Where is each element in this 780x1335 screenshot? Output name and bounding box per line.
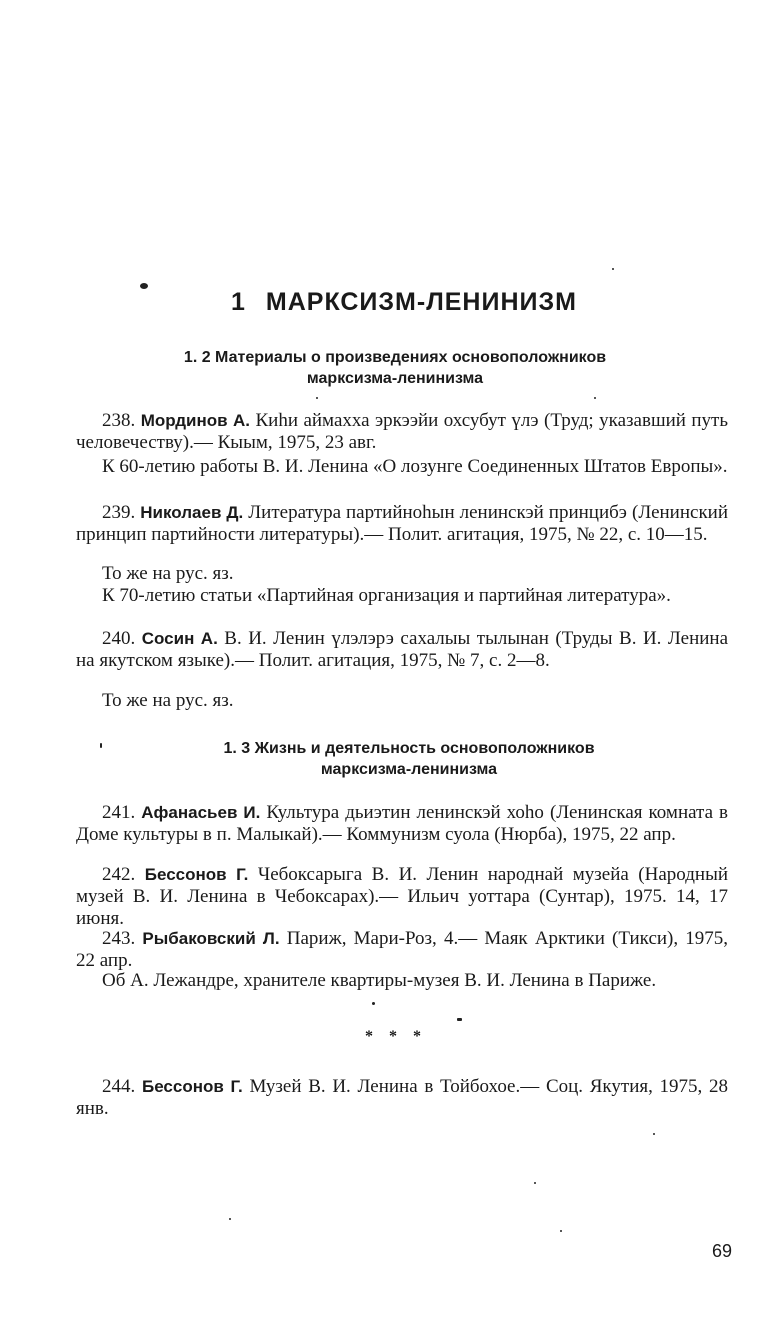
section-heading-line1: 1. 3 Жизнь и деятельность основоположников	[223, 740, 595, 757]
bibliography-entry-239	[76, 502, 728, 546]
chapter-title-text: МАРКСИЗМ-ЛЕНИНИЗМ	[265, 288, 577, 316]
page-number: 69	[711, 1241, 732, 1261]
entry-text: В. И. Ленин үлэлэрэ сахалыы тылынан (Труды В. И. Ленина на якутском языке).— Полит. агитация, 1975, № 7, с. 2—8.	[76, 628, 729, 671]
entry-author: Николаев Д.	[140, 503, 244, 522]
entry-note: К 60-летию работы В. И. Ленина «О лозунге Соединенных Штатов Европы».	[102, 456, 728, 477]
entry-author: Афанасьев И.	[141, 803, 261, 822]
section-heading-1-3	[0, 738, 780, 780]
entry-author: Бессонов Г.	[141, 1077, 243, 1096]
entry-text: Музей В. И. Ленина в Тойбохое.— Соц. Якутия, 1975, 28 янв.	[76, 1076, 729, 1119]
entry-text: Культура дьиэтин ленинскэй хоһо (Ленинская комната в Доме культуры в п. Малыкай).— Коммунизм суола (Нюрба), 1975, 22 апр.	[76, 802, 729, 845]
entry-number: 240.	[102, 628, 136, 649]
entry-number: 243.	[102, 928, 136, 949]
scan-speck	[653, 1133, 655, 1135]
scan-speck	[140, 283, 148, 289]
scan-speck	[316, 397, 318, 399]
entry-note: Об А. Лежандре, хранителе квартиры-музея В. И. Ленина в Париже.	[102, 970, 657, 991]
entry-number: 239.	[102, 502, 136, 523]
entry-number: 238.	[102, 410, 136, 431]
bibliography-entry-238	[76, 410, 728, 454]
entry-author: Мординов А.	[140, 411, 251, 430]
entry-number: 244.	[102, 1076, 136, 1097]
chapter-title	[0, 288, 780, 317]
section-separator: * * *	[365, 1028, 427, 1045]
bibliography-entry-243	[76, 928, 728, 972]
entry-text: Киһи аймахха эркээйи охсубут үлэ (Труд; указавший путь человечеству).— Кыым, 1975, 23 авг.	[76, 410, 729, 453]
bibliography-entry-244	[76, 1076, 728, 1120]
chapter-number: 1	[231, 288, 246, 316]
bibliography-entry-242	[76, 864, 728, 930]
section-heading-1-2	[0, 347, 780, 389]
entry-author: Бессонов Г.	[144, 865, 249, 884]
scan-speck	[560, 1230, 562, 1232]
scan-speck	[534, 1182, 536, 1184]
scan-speck	[457, 1018, 462, 1021]
bibliography-entry-240	[76, 628, 728, 672]
entry-text: Литература партийноһын ленинскэй принцибэ (Ленинский принцип партийности литературы).— Полит. агитация, 1975, № 22, с. 10—15.	[76, 502, 729, 545]
scan-speck	[100, 743, 102, 748]
scan-speck	[612, 268, 614, 270]
bibliography-entry-241	[76, 802, 728, 846]
scan-speck	[594, 397, 596, 399]
section-heading-line1: 1. 2 Материалы о произведениях основоположников	[183, 349, 607, 366]
entry-text: Париж, Мари-Роз, 4.— Маяк Арктики (Тикси), 1975, 22 апр.	[76, 928, 729, 971]
entry-text: Чебоксарыга В. И. Ленин народнай музейа (Народный музей В. И. Ленина в Чебоксарах).— Ильич уоттара (Сунтар), 1975. 14, 17 июня.	[76, 864, 729, 929]
entry-author: Рыбаковский Л.	[142, 929, 280, 948]
entry-note: То же на рус. яз.	[102, 690, 234, 711]
entry-author: Сосин А.	[141, 629, 218, 648]
section-heading-line2: марксизма-ленинизма	[306, 370, 484, 387]
scan-speck	[229, 1218, 231, 1220]
entry-note: К 70-летию статьи «Партийная организация и партийная литература».	[102, 585, 671, 606]
scan-speck	[372, 1002, 375, 1005]
entry-number: 241.	[102, 802, 136, 823]
section-heading-line2: марксизма-ленинизма	[320, 761, 498, 778]
entry-note: То же на рус. яз.	[102, 563, 234, 584]
entry-number: 242.	[102, 864, 136, 885]
